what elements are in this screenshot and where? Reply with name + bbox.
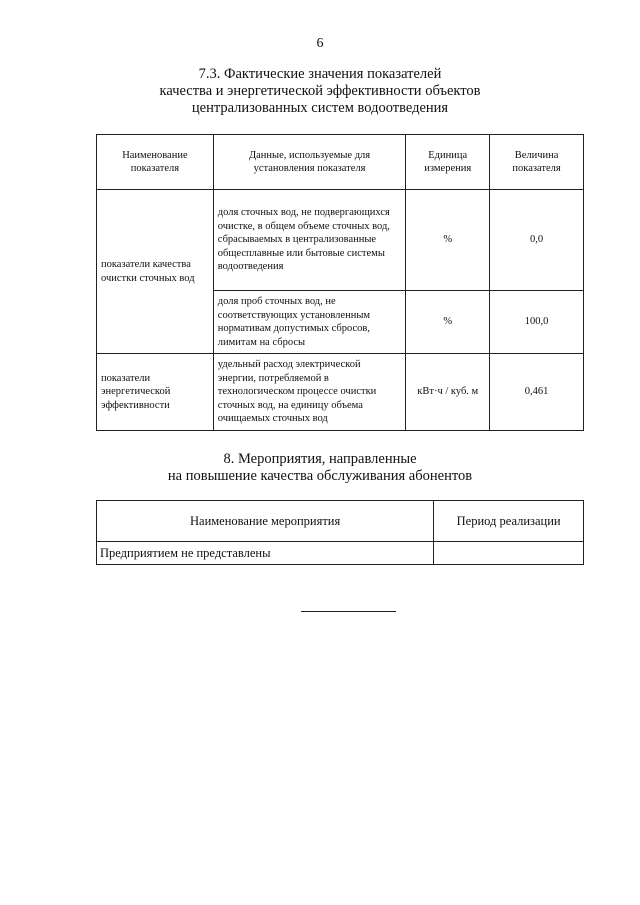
indicator-group-name: показатели качества очистки сточных вод xyxy=(97,190,214,354)
header-period: Период реализации xyxy=(434,501,584,542)
indicator-data-cell: доля сточных вод, не подвергающихся очистке, в общем объеме сточных вод, сбрасываемых в централизованные общесплавные или бытовые системы водоотведения xyxy=(213,190,406,291)
indicator-value-cell: 100,0 xyxy=(490,291,584,354)
indicator-unit-cell: % xyxy=(406,190,490,291)
table-row xyxy=(97,190,584,291)
header-unit: Единица измерения xyxy=(406,135,490,190)
table-header-row xyxy=(97,501,584,542)
header-measure-name: Наименование мероприятия xyxy=(97,501,434,542)
closing-rule xyxy=(301,611,396,612)
header-value: Величина показателя xyxy=(490,135,584,190)
table-row xyxy=(97,542,584,565)
indicators-table xyxy=(96,134,584,431)
section-7-3-title-line: централизованных систем водоотведения xyxy=(191,100,449,116)
table-header-row xyxy=(97,135,584,190)
section-8-title-line: на повышение качества обслуживания абонентов xyxy=(167,468,473,484)
indicator-value-cell: 0,0 xyxy=(490,190,584,291)
header-indicator-name: Наименование показателя xyxy=(97,135,214,190)
indicator-data-cell: доля проб сточных вод, не соответствующих установленным нормативам допустимых сбросов, лимитам на сбросы xyxy=(213,291,406,354)
header-data-used: Данные, используемые для установления показателя xyxy=(213,135,406,190)
indicator-unit-cell: кВт·ч / куб. м xyxy=(406,354,490,431)
page-number: 6 xyxy=(316,36,324,51)
indicator-data-cell: удельный расход электрической энергии, потребляемой в технологическом процессе очистки сточных вод, на единицу объема очищаемых сточных вод xyxy=(213,354,406,431)
measure-name-cell: Предприятием не представлены xyxy=(97,542,434,565)
section-7-3-title xyxy=(0,66,640,117)
section-8-title xyxy=(0,451,640,485)
indicator-group-name: показатели энергетической эффективности xyxy=(97,354,214,431)
measures-table xyxy=(96,500,584,565)
section-7-3-title-line: 7.3. Фактические значения показателей xyxy=(198,66,442,82)
section-7-3-title-line: качества и энергетической эффективности объектов xyxy=(159,83,481,99)
indicator-unit-cell: % xyxy=(406,291,490,354)
indicator-value-cell: 0,461 xyxy=(490,354,584,431)
table-row xyxy=(97,354,584,431)
section-8-title-line: 8. Мероприятия, направленные xyxy=(223,451,417,467)
measure-period-cell xyxy=(434,542,584,565)
